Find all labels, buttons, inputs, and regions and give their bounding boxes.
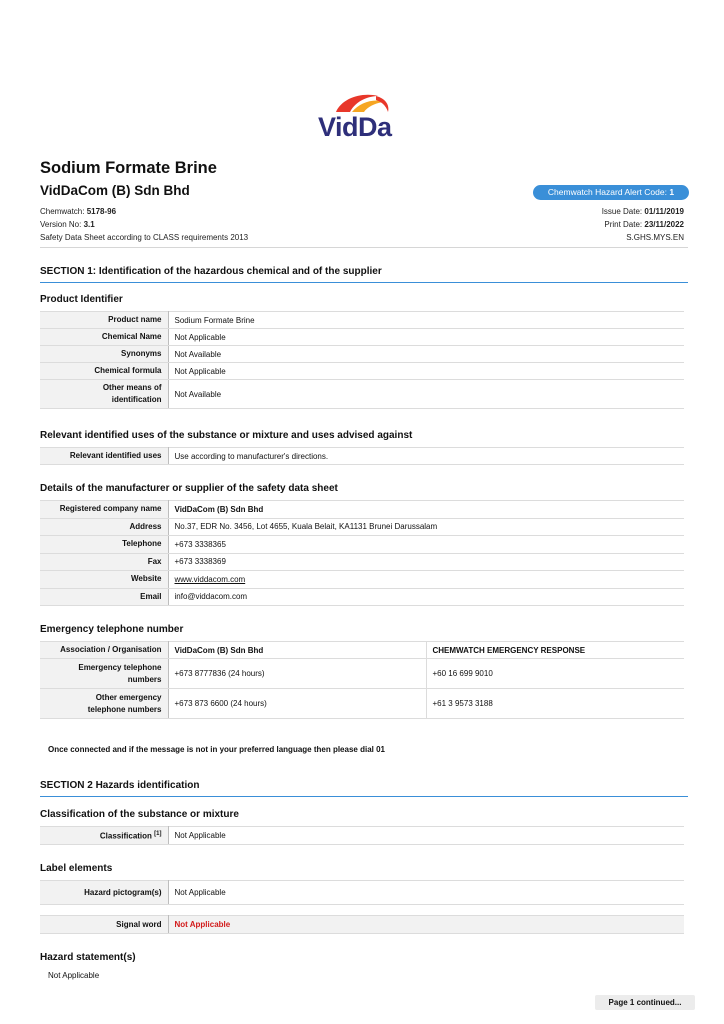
pictogram-table bbox=[40, 880, 684, 905]
table-row bbox=[40, 346, 684, 363]
table-row bbox=[40, 312, 684, 329]
product-title: Sodium Formate Brine bbox=[40, 159, 217, 177]
fax-value: +673 3338369 bbox=[168, 553, 684, 571]
email-value: info@viddacom.com bbox=[168, 588, 684, 606]
manufacturer-table bbox=[40, 500, 684, 606]
table-row bbox=[40, 380, 684, 409]
website-cell bbox=[168, 571, 684, 589]
table-row bbox=[40, 571, 684, 589]
company-name: VidDaCom (B) Sdn Bhd bbox=[40, 183, 190, 198]
row-label: Hazard pictogram(s) bbox=[40, 881, 168, 905]
row-label: Email bbox=[40, 588, 168, 606]
uses-table bbox=[40, 447, 684, 465]
logo-text: VidDa bbox=[318, 112, 392, 142]
table-row bbox=[40, 501, 684, 519]
table-row bbox=[40, 448, 684, 465]
uses-heading: Relevant identified uses of the substance or mixture and uses advised against bbox=[40, 430, 413, 441]
emergency-table bbox=[40, 641, 684, 719]
hazard-statements-value: Not Applicable bbox=[48, 971, 100, 980]
row-value: Not Applicable bbox=[168, 827, 684, 845]
row-label: Emergency telephone numbers bbox=[40, 659, 168, 689]
website-link[interactable]: www.viddacom.com bbox=[174, 574, 246, 584]
table-row bbox=[40, 553, 684, 571]
table-row bbox=[40, 659, 684, 689]
section-2-title: SECTION 2 Hazards identification bbox=[40, 780, 200, 791]
column-header: VidDaCom (B) Sdn Bhd bbox=[168, 642, 426, 659]
row-value: +673 8777836 (24 hours) bbox=[168, 659, 426, 689]
company-logo bbox=[312, 90, 412, 148]
row-label: Address bbox=[40, 518, 168, 536]
hazard-statements-heading: Hazard statement(s) bbox=[40, 952, 136, 963]
row-value: Sodium Formate Brine bbox=[168, 312, 684, 329]
product-identifier-heading: Product Identifier bbox=[40, 294, 123, 305]
address-value: No.37, EDR No. 3456, Lot 4655, Kuala Belait, KA1131 Brunei Darussalam bbox=[168, 518, 684, 536]
row-value: Not Applicable bbox=[168, 363, 684, 380]
row-label: Signal word bbox=[40, 916, 168, 934]
header-divider bbox=[40, 247, 688, 248]
row-label: Chemical Name bbox=[40, 329, 168, 346]
emergency-note: Once connected and if the message is not in your preferred language then please dial 01 bbox=[48, 745, 385, 754]
signal-word-value: Not Applicable bbox=[168, 916, 684, 934]
row-value: Not Applicable bbox=[168, 881, 684, 905]
manufacturer-heading: Details of the manufacturer or supplier of the safety data sheet bbox=[40, 483, 338, 494]
column-header: CHEMWATCH EMERGENCY RESPONSE bbox=[426, 642, 684, 659]
hazard-alert-value: 1 bbox=[669, 187, 675, 197]
hazard-alert-label: Chemwatch Hazard Alert Code: bbox=[547, 187, 667, 197]
row-value: Not Applicable bbox=[168, 329, 684, 346]
hazard-alert-badge bbox=[533, 185, 689, 200]
row-label: Fax bbox=[40, 553, 168, 571]
table-row bbox=[40, 329, 684, 346]
signal-word-table bbox=[40, 915, 684, 934]
table-row bbox=[40, 881, 684, 905]
row-value: +60 16 699 9010 bbox=[426, 659, 684, 689]
row-value: Not Available bbox=[168, 380, 684, 409]
row-value: +673 873 6600 (24 hours) bbox=[168, 689, 426, 719]
row-value: Use according to manufacturer's directions. bbox=[168, 448, 684, 465]
row-label: Registered company name bbox=[40, 501, 168, 519]
table-row bbox=[40, 536, 684, 554]
classification-table bbox=[40, 826, 684, 845]
row-label: Relevant identified uses bbox=[40, 448, 168, 465]
row-label: Chemical formula bbox=[40, 363, 168, 380]
emergency-heading: Emergency telephone number bbox=[40, 624, 184, 635]
telephone-value: +673 3338365 bbox=[168, 536, 684, 554]
table-row bbox=[40, 642, 684, 659]
row-value: Not Available bbox=[168, 346, 684, 363]
product-identifier-table bbox=[40, 311, 684, 409]
row-value: VidDaCom (B) Sdn Bhd bbox=[168, 501, 684, 519]
row-label: Other means of identification bbox=[40, 380, 168, 409]
table-row bbox=[40, 588, 684, 606]
row-label: Product name bbox=[40, 312, 168, 329]
classification-heading: Classification of the substance or mixture bbox=[40, 809, 239, 820]
chemwatch-number: Chemwatch: 5178-96 bbox=[40, 207, 117, 216]
table-row bbox=[40, 689, 684, 719]
classification-footnote: [1] bbox=[154, 831, 162, 838]
document-code: S.GHS.MYS.EN bbox=[626, 233, 684, 242]
row-label: Association / Organisation bbox=[40, 642, 168, 659]
table-row bbox=[40, 363, 684, 380]
section-1-rule bbox=[40, 282, 688, 283]
sds-note: Safety Data Sheet according to CLASS requirements 2013 bbox=[40, 233, 249, 242]
row-label: Classification [1] bbox=[40, 827, 168, 845]
label-elements-heading: Label elements bbox=[40, 863, 113, 874]
row-value: +61 3 9573 3188 bbox=[426, 689, 684, 719]
version-number: Version No: 3.1 bbox=[40, 220, 95, 229]
page-continued-badge: Page 1 continued... bbox=[595, 995, 695, 1010]
row-label: Synonyms bbox=[40, 346, 168, 363]
issue-date: Issue Date: 01/11/2019 bbox=[601, 207, 684, 216]
row-label: Other emergency telephone numbers bbox=[40, 689, 168, 719]
row-label: Website bbox=[40, 571, 168, 589]
section-1-title: SECTION 1: Identification of the hazardous chemical and of the supplier bbox=[40, 266, 382, 277]
section-2-rule bbox=[40, 796, 688, 797]
print-date: Print Date: 23/11/2022 bbox=[604, 220, 684, 229]
table-row bbox=[40, 518, 684, 536]
row-label: Telephone bbox=[40, 536, 168, 554]
table-row bbox=[40, 916, 684, 934]
table-row bbox=[40, 827, 684, 845]
